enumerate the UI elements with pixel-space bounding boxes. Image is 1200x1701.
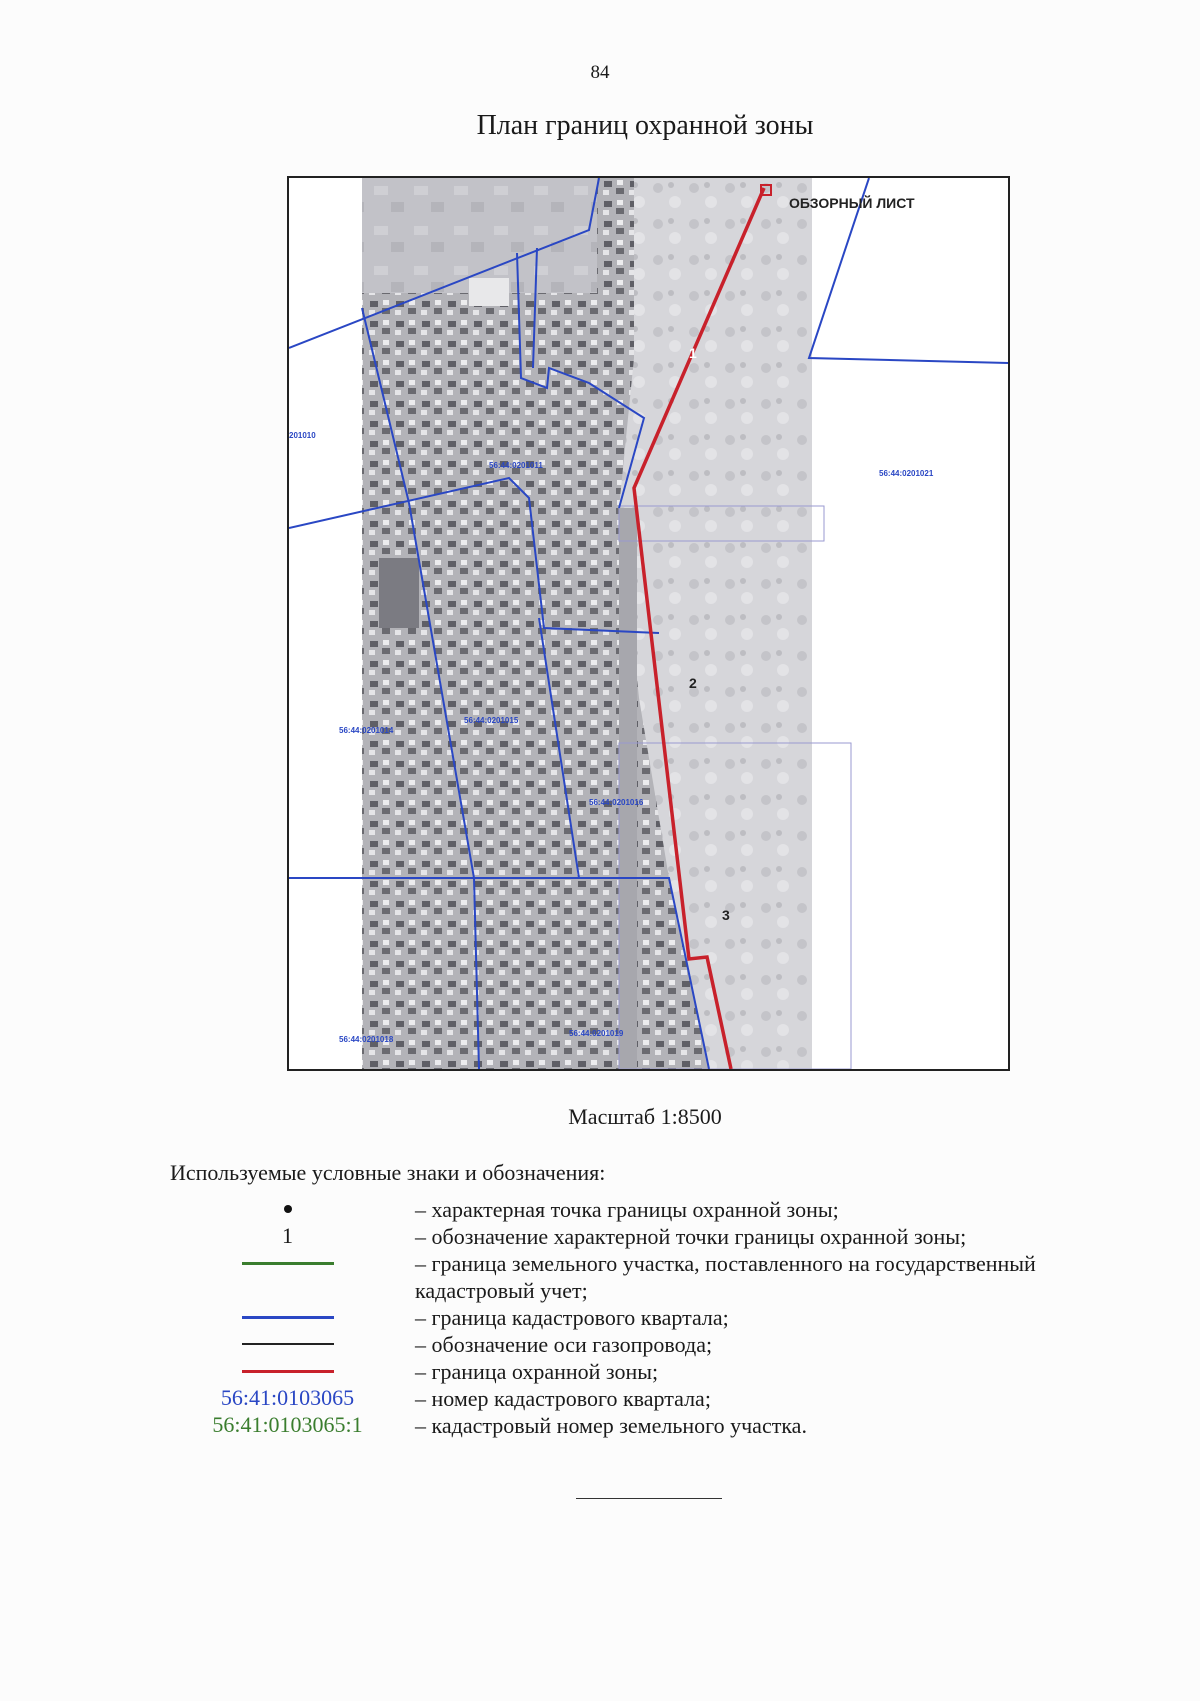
legend-item-quarter-boundary: [170, 1304, 1170, 1330]
field-area: [362, 178, 597, 293]
legend-item-pipeline-axis: [170, 1331, 1170, 1357]
blue-line-icon: [242, 1316, 334, 1319]
legend-desc: – граница охранной зоны;: [415, 1359, 659, 1384]
legend-symbol-text: 56:41:0103065:1: [212, 1412, 363, 1437]
legend-item-zone-boundary: [170, 1358, 1170, 1384]
point-label-2: 2: [689, 675, 697, 691]
map-svg: [289, 178, 1008, 1069]
legend-desc: – обозначение характерной точки границы охранной зоны;: [415, 1224, 967, 1249]
quarter-label: 56:44:0201011: [489, 461, 543, 470]
quarter-label: 56:44:0201016: [589, 798, 644, 807]
sheet-label: ОБЗОРНЫЙ ЛИСТ: [789, 195, 915, 211]
legend-desc: – граница земельного участка, поставленного на государственный кадастровый учет;: [415, 1251, 1036, 1303]
red-line-icon: [242, 1370, 334, 1373]
legend-symbol: [170, 1358, 405, 1384]
point-label-3: 3: [722, 907, 730, 923]
legend-symbol: [170, 1412, 405, 1438]
legend-desc: – обозначение оси газопровода;: [415, 1332, 713, 1357]
legend-symbol: [170, 1385, 405, 1411]
legend-symbol: [170, 1223, 405, 1249]
quarter-label: 56:44:0201018: [339, 1035, 394, 1044]
page-title: План границ охранной зоны: [476, 110, 814, 141]
quarter-label: 201010: [289, 431, 316, 440]
building-block: [469, 278, 509, 306]
legend-desc: – кадастровый номер земельного участка.: [415, 1413, 807, 1438]
legend-item-quarter-number: [170, 1385, 1170, 1411]
point-marker-icon: [284, 1205, 292, 1213]
map-frame: [287, 176, 1010, 1071]
quarter-label: 56:44:0201015: [464, 716, 519, 725]
green-line-icon: [242, 1262, 334, 1265]
legend-symbol: [170, 1250, 405, 1276]
legend-desc: – характерная точка границы охранной зоны;: [415, 1197, 839, 1222]
quarter-label: 56:44:0201021: [879, 469, 934, 478]
legend-item-point: [170, 1196, 1170, 1222]
legend-symbol: [170, 1196, 405, 1222]
legend-symbol: [170, 1304, 405, 1330]
legend-item-point-label: [170, 1223, 1170, 1249]
map-scale: Масштаб 1:8500: [568, 1104, 722, 1129]
legend-heading: Используемые условные знаки и обозначения:: [170, 1160, 606, 1185]
road-strip: [619, 508, 637, 1069]
quarter-label: 56:44:0201019: [569, 1029, 624, 1038]
legend-desc: – номер кадастрового квартала;: [415, 1386, 711, 1411]
legend-item-parcel-boundary: [170, 1250, 1170, 1303]
point-label-1: 1: [689, 345, 697, 361]
legend-symbol-text: 1: [282, 1223, 293, 1248]
legend-item-parcel-number: [170, 1412, 1170, 1438]
page-number: 84: [590, 62, 610, 83]
legend-symbol-text: 56:41:0103065: [220, 1385, 355, 1410]
black-line-icon: [242, 1343, 334, 1345]
building-block: [379, 558, 419, 628]
footer-rule: [576, 1498, 722, 1499]
legend-symbol: [170, 1331, 405, 1357]
legend-desc: – граница кадастрового квартала;: [415, 1305, 729, 1330]
quarter-label: 56:44:0201014: [339, 726, 394, 735]
